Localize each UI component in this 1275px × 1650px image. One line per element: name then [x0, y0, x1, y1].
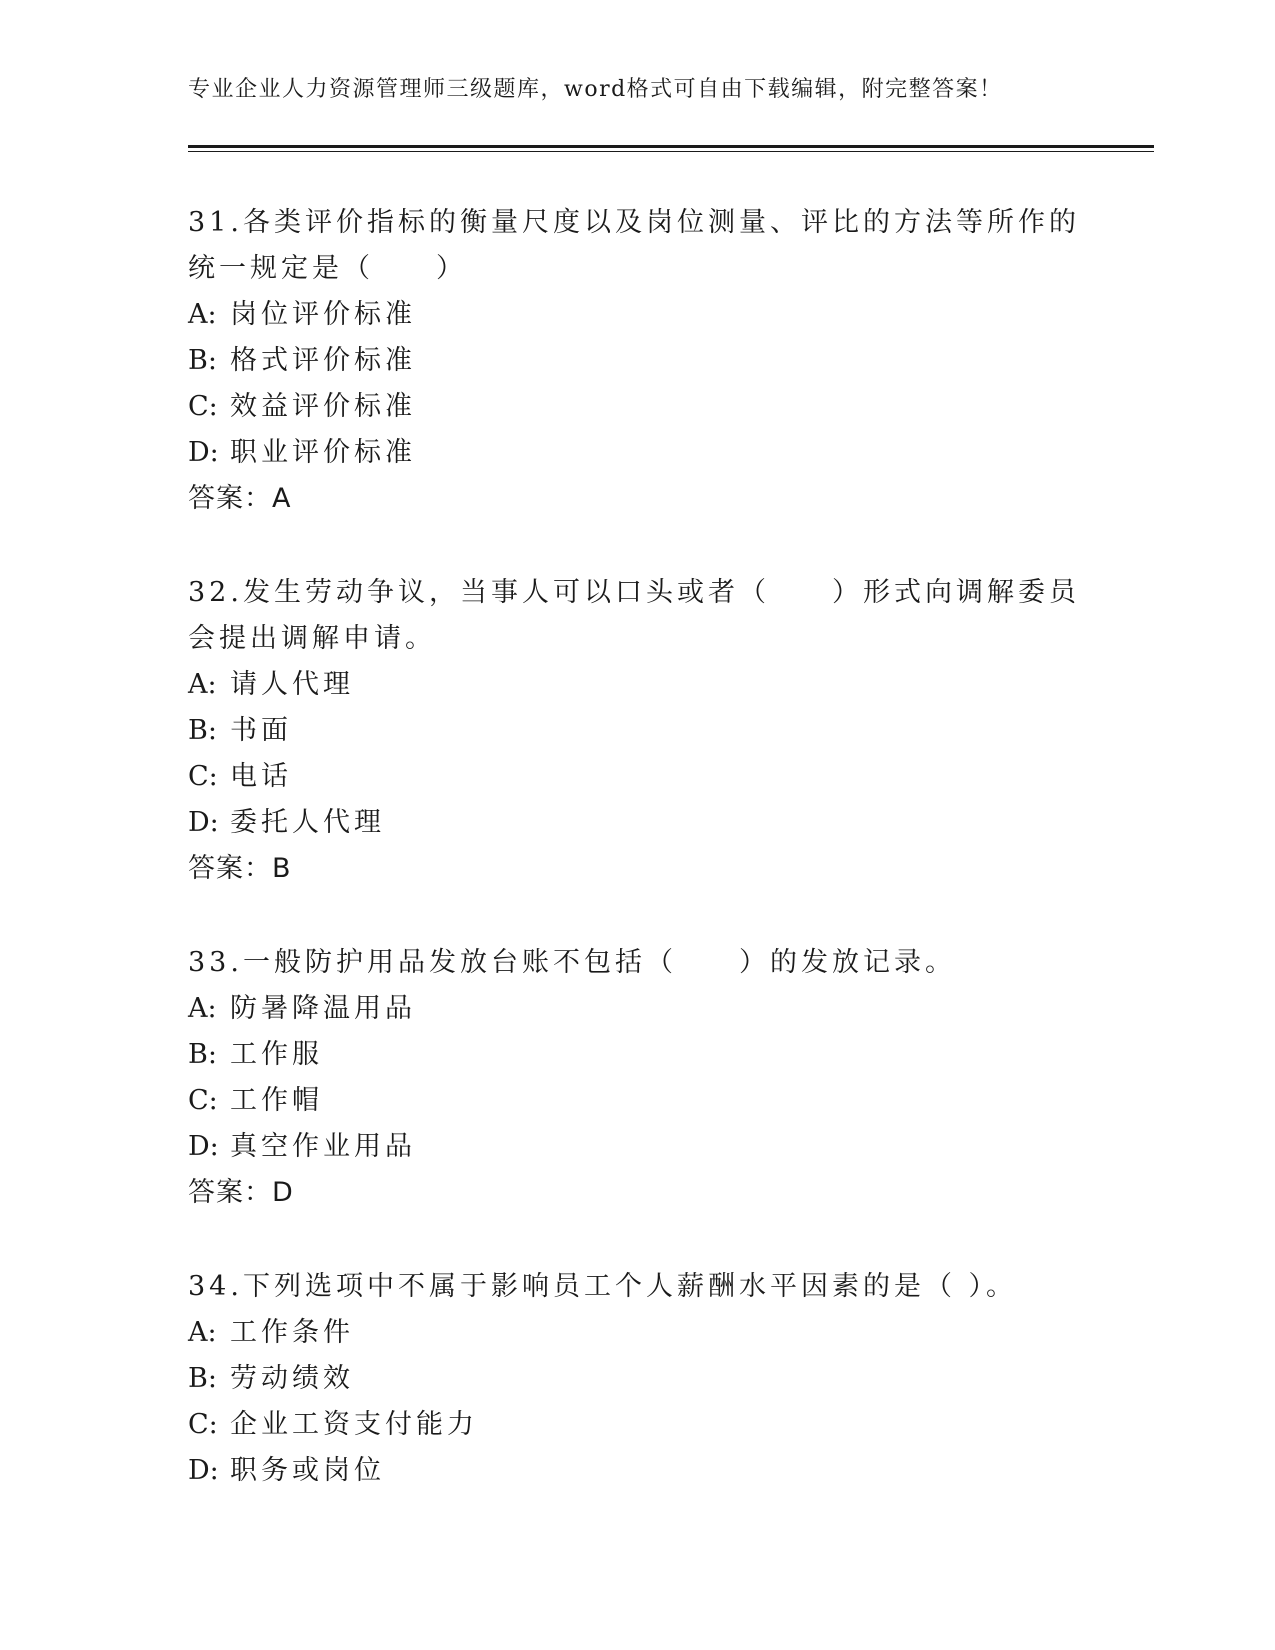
option-text: 岗位评价标准	[230, 299, 416, 330]
answer-line: 答案：D	[188, 1177, 294, 1208]
option-letter: D:	[188, 807, 219, 838]
option-letter: D:	[188, 1455, 219, 1486]
option-letter: B:	[188, 715, 217, 746]
option-text: 工作服	[230, 1039, 323, 1070]
option-text: 委托人代理	[230, 807, 385, 838]
option-a	[188, 292, 1088, 338]
option-c	[188, 1402, 1088, 1448]
option-text: 工作帽	[230, 1085, 323, 1116]
option-text: 企业工资支付能力	[230, 1409, 478, 1440]
option-a	[188, 662, 1088, 708]
question-stem: 31.各类评价指标的衡量尺度以及岗位测量、评比的方法等所作的统一规定是（ ）	[188, 207, 1080, 284]
option-text: 电话	[230, 761, 292, 792]
option-text: 防暑降温用品	[230, 993, 416, 1024]
option-c	[188, 1078, 1088, 1124]
option-letter: B:	[188, 345, 217, 376]
option-letter: B:	[188, 1039, 217, 1070]
question-33	[188, 940, 1088, 1216]
question-stem: 34.下列选项中不属于影响员工个人薪酬水平因素的是（ ）。	[188, 1271, 1018, 1302]
option-text: 工作条件	[230, 1317, 354, 1348]
option-text: 职业评价标准	[230, 437, 416, 468]
question-stem: 33.一般防护用品发放台账不包括（ ）的发放记录。	[188, 947, 956, 978]
option-d	[188, 430, 1088, 476]
option-letter: C:	[188, 1085, 218, 1116]
option-text: 格式评价标准	[230, 345, 416, 376]
option-a	[188, 986, 1088, 1032]
option-a	[188, 1310, 1088, 1356]
option-letter: D:	[188, 437, 219, 468]
option-d	[188, 1124, 1088, 1170]
option-letter: C:	[188, 761, 218, 792]
answer-line: 答案：B	[188, 853, 292, 884]
option-d	[188, 1448, 1088, 1494]
option-letter: A:	[188, 993, 217, 1024]
option-b	[188, 338, 1088, 384]
header-rule-thick	[188, 145, 1154, 148]
option-text: 效益评价标准	[230, 391, 416, 422]
option-text: 请人代理	[230, 669, 354, 700]
option-letter: D:	[188, 1131, 219, 1162]
option-text: 真空作业用品	[230, 1131, 416, 1162]
header-rule-thin	[188, 151, 1154, 152]
option-c	[188, 384, 1088, 430]
option-b	[188, 708, 1088, 754]
question-31	[188, 200, 1088, 522]
option-text: 书面	[230, 715, 292, 746]
question-32	[188, 570, 1088, 892]
option-text: 劳动绩效	[230, 1363, 354, 1394]
page-header: 专业企业人力资源管理师三级题库，word格式可自由下载编辑，附完整答案！	[188, 77, 1003, 102]
option-letter: A:	[188, 1317, 217, 1348]
option-letter: B:	[188, 1363, 217, 1394]
question-stem: 32.发生劳动争议，当事人可以口头或者（ ）形式向调解委员会提出调解申请。	[188, 577, 1080, 654]
option-text: 职务或岗位	[230, 1455, 385, 1486]
option-letter: A:	[188, 299, 217, 330]
option-c	[188, 754, 1088, 800]
option-letter: A:	[188, 669, 217, 700]
option-b	[188, 1032, 1088, 1078]
option-d	[188, 800, 1088, 846]
question-list	[188, 200, 1088, 1542]
option-b	[188, 1356, 1088, 1402]
option-letter: C:	[188, 391, 218, 422]
option-letter: C:	[188, 1409, 218, 1440]
question-34	[188, 1264, 1088, 1494]
answer-line: 答案：A	[188, 483, 292, 514]
